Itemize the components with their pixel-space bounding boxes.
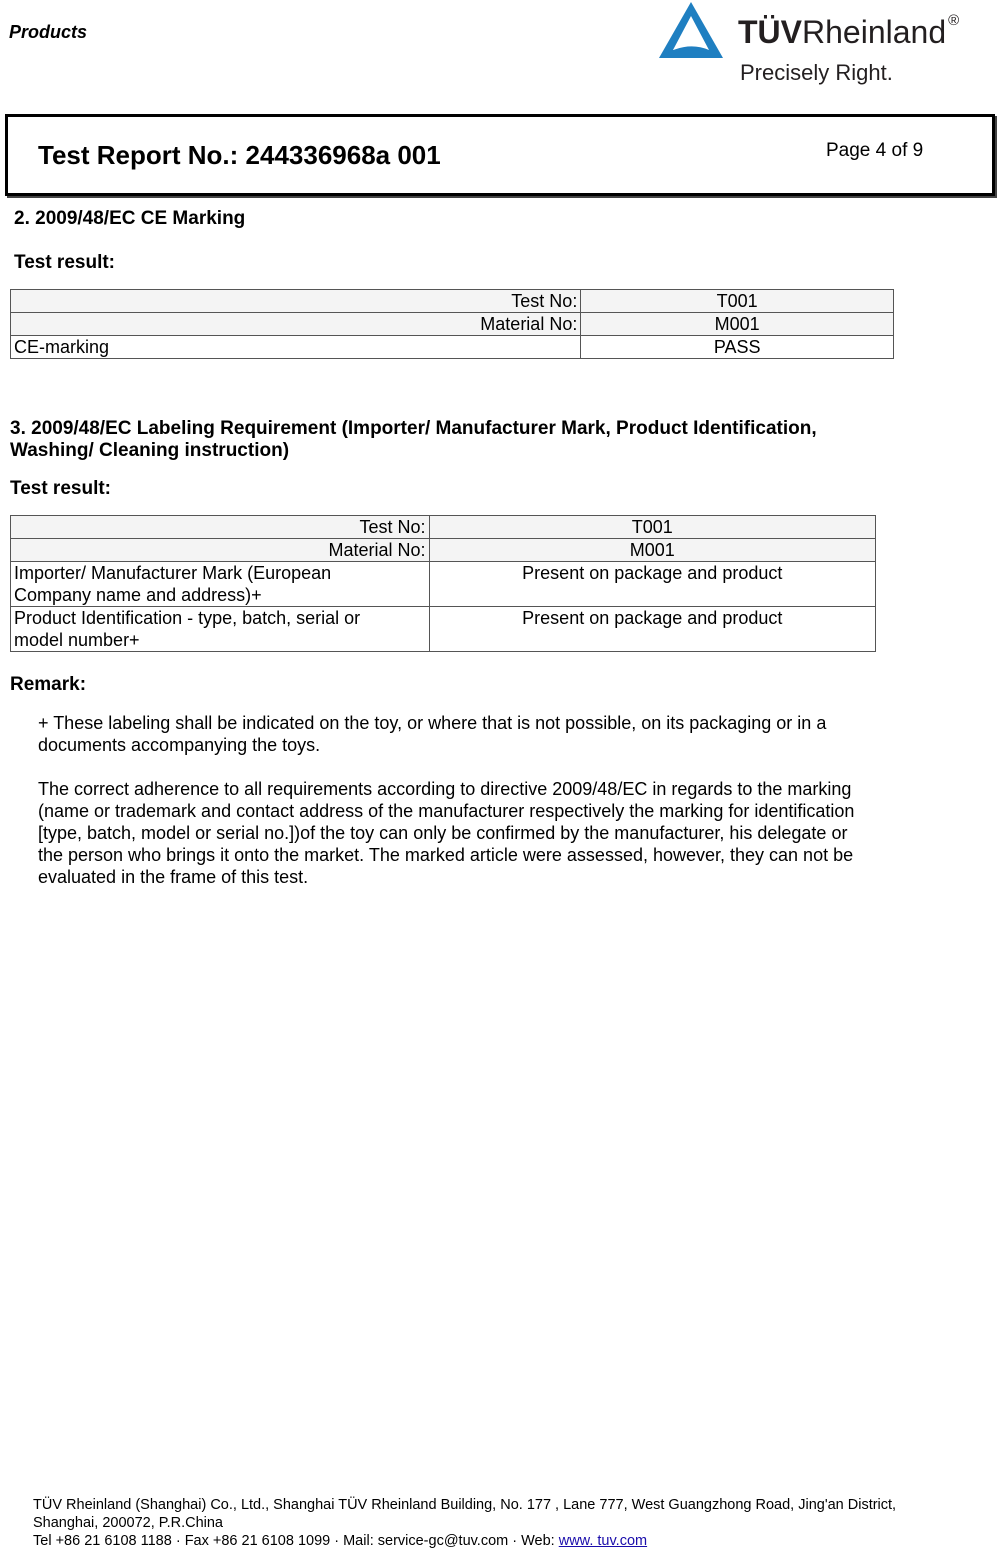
remark-paragraph: The correct adherence to all requirements according to directive 2009/48/EC in regards to the marking (name or trademark and contact address of the manufacturer respectively the marking for identification [type, batch, model or serial no.])of the toy can only be confirmed by the manufacturer, his delegate or the person who brings it onto the market. The marked article were assessed, however, they can not be evaluated in the frame of this test. [38,779,855,887]
row-value: Present on package and product [429,562,875,607]
footer-contact-line: Tel +86 21 6108 1188 · Fax +86 21 6108 1099 · Mail: service-gc@tuv.com · Web: www. tuv.com [33,1533,648,1549]
brand-tagline: Precisely Right. [740,60,893,85]
table-row [11,313,894,336]
footer-address-line2: Shanghai, 200072, P.R.China [33,1515,223,1531]
table-row [11,336,894,359]
table-row [11,539,876,562]
row-label: Test No: [11,516,430,539]
table-row [11,562,876,607]
footer-address-line1: TÜV Rheinland (Shanghai) Co., Ltd., Shanghai TÜV Rheinland Building, No. 177 , Lane 777, West Guangzhong Road, Jing'an District, [33,1497,897,1513]
footer [33,1496,896,1550]
row-value: Present on package and product [429,607,875,652]
section3-result-label: Test result: [10,478,112,499]
row-label: Material No: [11,313,581,336]
row-label: Test No: [11,290,581,313]
tuv-triangle-logo-icon [655,0,725,60]
row-label: CE-marking [11,336,581,359]
report-title: Test Report No.: 244336968a 001 [38,140,441,170]
remark-note: + These labeling shall be indicated on the toy, or where that is not possible, on its packaging or in a documents accompanying the toys. [38,713,827,755]
section2-heading: 2. 2009/48/EC CE Marking [14,208,246,229]
row-label: Material No: [11,539,430,562]
section3-heading-line2: Washing/ Cleaning instruction) [10,440,290,461]
section3-heading-line1: 3. 2009/48/EC Labeling Requirement (Importer/ Manufacturer Mark, Product Identification, [10,418,817,439]
website-link[interactable]: www. tuv.com [558,1533,648,1549]
row-label: Product Identification - type, batch, serial or model number+ [11,607,430,652]
section2-result-label: Test result: [14,252,116,273]
remark-label: Remark: [10,674,87,695]
labeling-table [10,515,876,652]
row-value: M001 [429,539,875,562]
ce-marking-table [10,289,894,359]
brand-name: TÜVRheinland ® [738,12,960,50]
page-number: Page 4 of 9 [826,140,924,161]
row-value: T001 [429,516,875,539]
section-label: Products [9,22,88,42]
table-row [11,607,876,652]
row-value: PASS [581,336,894,359]
row-value: M001 [581,313,894,336]
table-row [11,290,894,313]
row-value: T001 [581,290,894,313]
row-label: Importer/ Manufacturer Mark (European Company name and address)+ [11,562,430,607]
table-row [11,516,876,539]
